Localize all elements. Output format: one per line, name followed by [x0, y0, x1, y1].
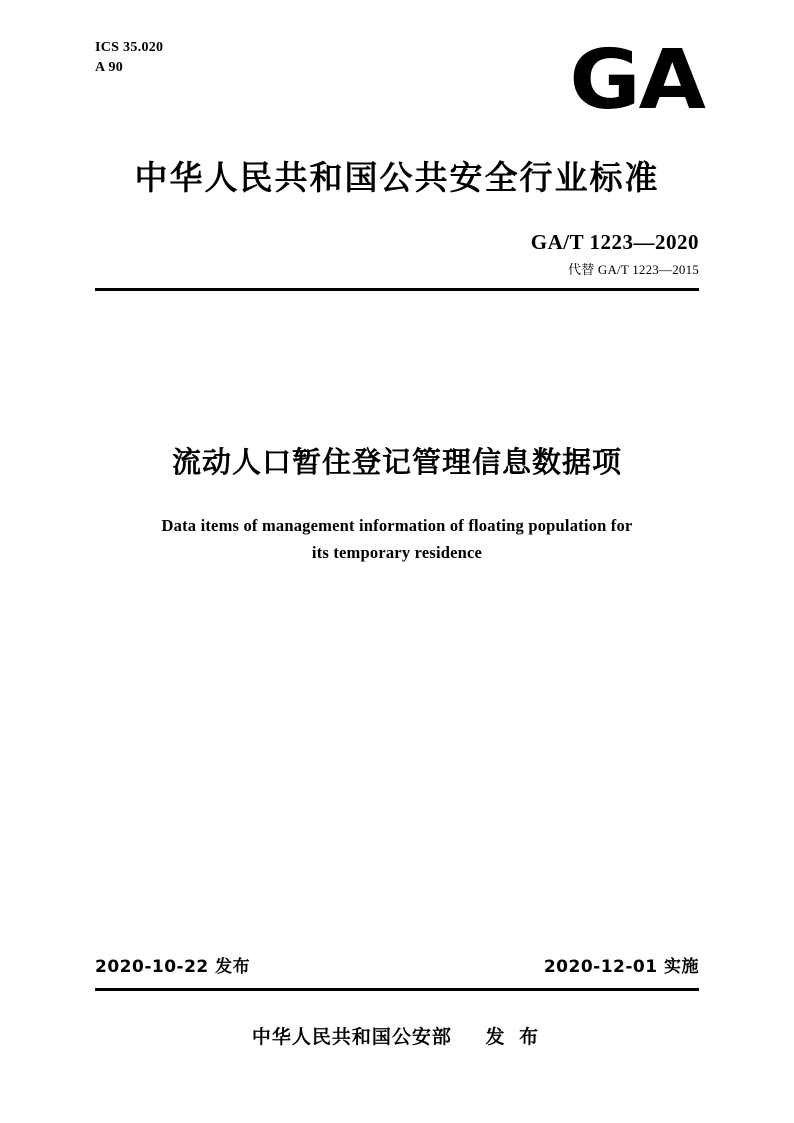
document-title-chinese: 流动人口暂住登记管理信息数据项: [171, 445, 622, 479]
ics-code: ICS 35.020: [95, 40, 164, 55]
ga-logo: GA: [569, 33, 704, 128]
publisher-action: 发 布: [485, 1026, 543, 1048]
standard-number-block: [531, 230, 699, 278]
document-title-english: [150, 512, 644, 566]
issue-date: 2020-10-22 发布: [95, 957, 251, 977]
dates-row: [95, 952, 699, 977]
footer-divider: [95, 988, 699, 991]
header-divider: [95, 288, 699, 291]
document-title-english-line1: Data items of management information of floating population for: [161, 516, 633, 535]
standard-replaces: 代替 GA/T 1223—2015: [568, 262, 699, 277]
publisher-line: [0, 1022, 794, 1049]
ics-classification-block: [95, 38, 163, 79]
publisher-name: 中华人民共和国公安部: [251, 1026, 452, 1048]
document-title-english-line2: its temporary residence: [311, 543, 483, 563]
standard-number: GA/T 1223—2020: [530, 230, 699, 254]
standard-org-title: 中华人民共和国公共安全行业标准: [134, 158, 660, 197]
implementation-date: 2020-12-01 实施: [543, 957, 699, 977]
classification-code: A 90: [95, 60, 124, 76]
